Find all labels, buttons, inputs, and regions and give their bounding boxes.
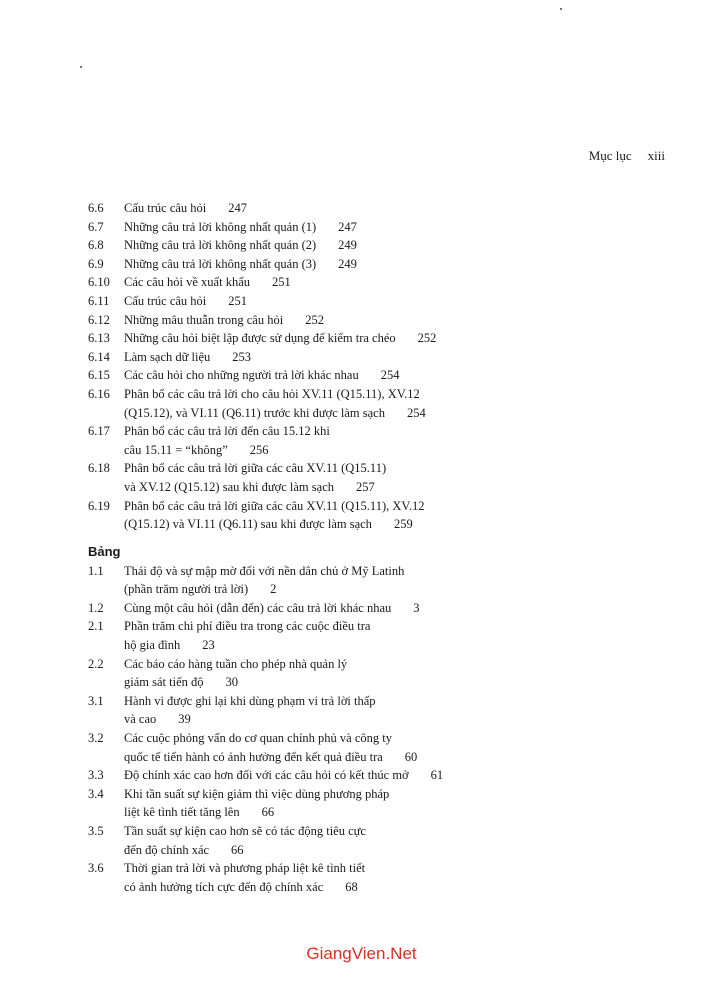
scan-speck xyxy=(80,66,82,68)
entry-title: Cấu trúc câu hỏi xyxy=(124,293,207,308)
entry-number: 6.16 xyxy=(88,386,110,401)
entry-text xyxy=(124,766,688,785)
entry-title: Khi tần suất sự kiện giảm thì việc dùng phương pháp xyxy=(124,786,390,801)
entry-page-number: 254 xyxy=(380,368,400,383)
entry-title: Tần suất sự kiện cao hơn sẽ có tác động tiêu cực xyxy=(124,824,366,838)
entry-title: giám sát tiến độ xyxy=(124,675,204,690)
entry-text xyxy=(124,562,688,599)
entry-text xyxy=(124,822,688,859)
entry-text xyxy=(124,729,688,766)
toc-entry xyxy=(88,366,688,385)
entry-page-number: 249 xyxy=(338,256,357,271)
entry-number: 2.2 xyxy=(88,656,104,671)
entry-line xyxy=(124,199,688,218)
entry-title: Cùng một câu hỏi (dẫn đến) các câu trả lời khác nhau xyxy=(124,600,392,615)
header-title: Mục lục xyxy=(588,148,632,163)
entry-title: Những câu trả lời không nhất quán (3) xyxy=(124,256,317,271)
entry-text xyxy=(124,236,688,255)
entry-line xyxy=(124,404,688,423)
entry-line xyxy=(124,599,688,618)
entry-number: 6.12 xyxy=(88,312,110,327)
entry-title: Hành vi được ghi lại khi dùng phạm vi trả lời thấp xyxy=(124,693,376,708)
toc-entry xyxy=(88,236,688,255)
toc-entry xyxy=(88,348,688,367)
header-page-number: xiii xyxy=(647,148,665,163)
page-header xyxy=(589,148,665,164)
entry-line xyxy=(124,878,688,897)
toc-entry xyxy=(88,329,688,348)
entry-number: 3.2 xyxy=(88,731,104,746)
entry-line xyxy=(124,859,688,878)
entry-title: hộ gia đình xyxy=(124,638,181,653)
entry-page-number: 3 xyxy=(413,600,420,615)
entry-title: Thái độ và sự mập mờ đối với nền dân chủ ở Mỹ Latinh xyxy=(124,563,405,578)
entry-line xyxy=(124,292,688,311)
entry-text xyxy=(124,859,688,896)
entry-text xyxy=(124,422,688,459)
entry-text xyxy=(124,497,688,534)
entry-line xyxy=(124,255,688,274)
toc-entry xyxy=(88,766,688,785)
entry-number: 6.11 xyxy=(88,293,110,308)
entry-line xyxy=(124,236,688,255)
toc-entry xyxy=(88,729,688,766)
entry-number: 3.6 xyxy=(88,861,104,876)
entry-number: 6.9 xyxy=(88,256,104,271)
toc-entry xyxy=(88,617,688,654)
entry-number: 3.1 xyxy=(88,693,104,708)
entry-line xyxy=(124,218,688,237)
entry-title: Phần trăm chi phí điều tra trong các cuộc điều tra xyxy=(124,619,371,634)
entry-title: Các cuộc phỏng vấn do cơ quan chính phủ và công ty xyxy=(124,731,392,746)
entry-text xyxy=(124,692,688,729)
entry-line xyxy=(124,497,688,516)
entry-page-number: 30 xyxy=(225,675,238,690)
entry-page-number: 252 xyxy=(305,312,324,327)
entry-number: 3.3 xyxy=(88,768,104,783)
entry-text xyxy=(124,292,688,311)
entry-text xyxy=(124,348,688,367)
figures-list xyxy=(88,199,688,534)
toc-entry xyxy=(88,311,688,330)
toc-entry xyxy=(88,599,688,618)
entry-title: Độ chính xác cao hơn đối với các câu hỏi có kết thúc mở xyxy=(124,768,409,783)
entry-title: đến độ chính xác xyxy=(124,842,210,857)
entry-text xyxy=(124,655,688,692)
entry-title: Những câu trả lời không nhất quán (2) xyxy=(124,238,317,253)
entry-number: 6.10 xyxy=(88,275,110,290)
entry-line xyxy=(124,348,688,367)
entry-title: quốc tế tiến hành có ảnh hưởng đến kết quả điều tra xyxy=(124,749,383,764)
entry-title: có ảnh hưởng tích cực đến độ chính xác xyxy=(124,879,324,894)
entry-text xyxy=(124,329,688,348)
entry-line xyxy=(124,580,688,599)
toc-entry xyxy=(88,218,688,237)
entry-title: Các câu hỏi về xuất khẩu xyxy=(124,275,250,290)
toc-entry xyxy=(88,692,688,729)
entry-title: Phân bổ các câu trả lời cho câu hỏi XV.11 (Q15.11), XV.12 xyxy=(124,386,420,401)
entry-title: Các câu hỏi cho những người trả lời khác nhau xyxy=(124,368,359,383)
entry-line xyxy=(124,441,688,460)
entry-line xyxy=(124,562,688,581)
entry-line xyxy=(124,366,688,385)
entry-number: 3.4 xyxy=(88,786,104,801)
toc-entry xyxy=(88,785,688,822)
entry-line xyxy=(124,329,688,348)
entry-line xyxy=(124,766,688,785)
entry-line xyxy=(124,422,688,441)
entry-page-number: 66 xyxy=(231,842,244,857)
entry-title: câu 15.11 = “không” xyxy=(124,442,228,457)
entry-line xyxy=(124,729,688,748)
entry-page-number: 252 xyxy=(417,331,437,346)
entry-page-number: 61 xyxy=(430,768,444,783)
entry-title: và XV.12 (Q15.12) sau khi được làm sạch xyxy=(124,479,334,494)
table-of-contents xyxy=(88,199,688,896)
tables-list xyxy=(88,562,688,897)
entry-line xyxy=(124,478,688,497)
entry-line xyxy=(124,841,688,860)
entry-page-number: 254 xyxy=(406,405,426,420)
entry-line xyxy=(124,459,688,478)
entry-number: 6.7 xyxy=(88,219,104,234)
toc-entry xyxy=(88,255,688,274)
toc-entry xyxy=(88,199,688,218)
entry-page-number: 66 xyxy=(261,805,275,820)
entry-page-number: 256 xyxy=(249,442,269,457)
entry-title: Cấu trúc câu hỏi xyxy=(124,201,207,215)
entry-text xyxy=(124,311,688,330)
entry-number: 2.1 xyxy=(88,619,104,634)
entry-text xyxy=(124,199,688,218)
toc-entry xyxy=(88,655,688,692)
toc-entry xyxy=(88,459,688,496)
toc-entry xyxy=(88,385,688,422)
entry-title: Các báo cáo hàng tuần cho phép nhà quản lý xyxy=(124,656,348,671)
entry-title: Những câu trả lời không nhất quán (1) xyxy=(124,219,317,234)
entry-text xyxy=(124,785,688,822)
entry-page-number: 2 xyxy=(270,582,277,597)
entry-text xyxy=(124,273,688,292)
entry-line xyxy=(124,673,688,692)
entry-title: Phân bổ các câu trả lời đến câu 15.12 khi xyxy=(124,424,330,439)
entry-line xyxy=(124,617,688,636)
entry-page-number: 251 xyxy=(272,275,291,290)
entry-text xyxy=(124,218,688,237)
entry-line xyxy=(124,636,688,655)
entry-title: Những mâu thuẫn trong câu hỏi xyxy=(124,312,284,327)
entry-title: (phần trăm người trả lời) xyxy=(124,582,249,597)
toc-entry xyxy=(88,822,688,859)
entry-number: 6.6 xyxy=(88,201,104,215)
entry-page-number: 247 xyxy=(228,201,248,215)
entry-line xyxy=(124,785,688,804)
entry-text xyxy=(124,385,688,422)
entry-title: liệt kê tình tiết tăng lên xyxy=(124,805,240,820)
entry-line xyxy=(124,692,688,711)
tables-section-title: Bảng xyxy=(88,543,121,559)
entry-number: 1.2 xyxy=(88,600,104,615)
entry-line xyxy=(124,273,688,292)
entry-line xyxy=(124,748,688,767)
entry-title: Thời gian trả lời và phương pháp liệt kê tình tiết xyxy=(124,861,366,876)
entry-number: 6.14 xyxy=(88,349,110,364)
entry-title: (Q15.12) và VI.11 (Q6.11) sau khi được làm sạch xyxy=(124,517,372,532)
entry-number: 6.13 xyxy=(88,331,110,346)
entry-number: 6.15 xyxy=(88,368,110,383)
entry-title: Những câu hỏi biệt lập được sử dụng để kiểm tra chéo xyxy=(124,331,396,346)
entry-title: Làm sạch dữ liệu xyxy=(124,349,211,364)
entry-line xyxy=(124,822,688,841)
entry-text xyxy=(124,366,688,385)
entry-line xyxy=(124,515,688,534)
toc-entry xyxy=(88,273,688,292)
toc-entry xyxy=(88,292,688,311)
entry-line xyxy=(124,385,688,404)
entry-title: (Q15.12), và VI.11 (Q6.11) trước khi được làm sạch xyxy=(124,405,385,420)
entry-page-number: 251 xyxy=(228,293,248,308)
entry-page-number: 257 xyxy=(356,479,375,494)
entry-page-number: 249 xyxy=(338,238,357,253)
toc-entry xyxy=(88,422,688,459)
entry-text xyxy=(124,599,688,618)
entry-page-number: 259 xyxy=(393,517,413,532)
entry-page-number: 247 xyxy=(338,219,357,234)
toc-entry xyxy=(88,562,688,599)
entry-title: và cao xyxy=(124,712,157,727)
toc-entry xyxy=(88,497,688,534)
entry-line xyxy=(124,655,688,674)
entry-text xyxy=(124,459,688,496)
entry-line xyxy=(124,311,688,330)
entry-number: 1.1 xyxy=(88,563,104,578)
watermark-text: GiangVien.Net xyxy=(306,944,417,963)
entry-number: 6.19 xyxy=(88,498,110,513)
entry-page-number: 39 xyxy=(178,712,191,727)
entry-page-number: 68 xyxy=(345,879,358,894)
entry-number: 6.8 xyxy=(88,238,104,253)
entry-text xyxy=(124,617,688,654)
entry-title: Phân bổ các câu trả lời giữa các câu XV.11 (Q15.11), XV.12 xyxy=(124,498,425,513)
entry-number: 3.5 xyxy=(88,824,104,838)
entry-line xyxy=(124,710,688,729)
entry-page-number: 23 xyxy=(202,638,215,653)
entry-page-number: 253 xyxy=(232,349,252,364)
entry-line xyxy=(124,803,688,822)
entry-title: Phân bổ các câu trả lời giữa các câu XV.11 (Q15.11) xyxy=(124,461,387,476)
entry-text xyxy=(124,255,688,274)
toc-entry xyxy=(88,859,688,896)
entry-number: 6.17 xyxy=(88,424,110,439)
entry-number: 6.18 xyxy=(88,461,110,476)
entry-page-number: 60 xyxy=(404,749,418,764)
scan-speck xyxy=(560,8,562,10)
